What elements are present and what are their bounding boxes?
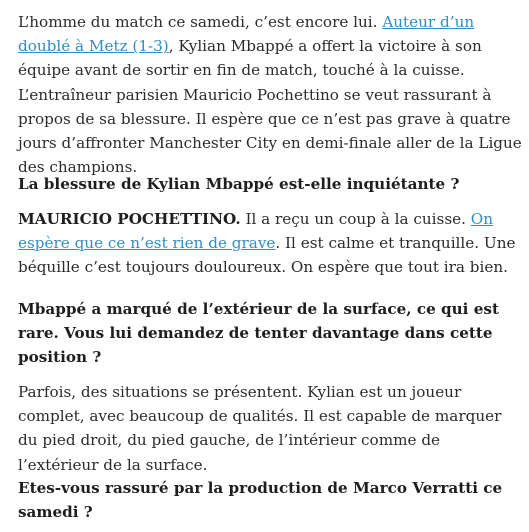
injury-news-link[interactable]: On espère que ce n’est rien de grave — [18, 210, 493, 253]
answer-paragraph-goal: Parfois, des situations se présentent. Kylian est un joueur complet, avec beaucoup de qualités. Il est capable de marquer du pied droit, du pied gauche, de l’intérieur comme de l’extérieur de la surface. — [18, 383, 502, 474]
intro-paragraph — [18, 10, 522, 179]
answer-text-start: Il a reçu un coup à la cuisse. — [240, 210, 471, 228]
intro-text-start: L’homme du match ce samedi, c’est encore lui. — [18, 13, 383, 31]
match-report-link[interactable]: Auteur d’un doublé à Metz (1-3) — [18, 13, 475, 56]
question-heading-verratti: Etes-vous rassuré par la production de Marco Verratti ce samedi ? — [18, 479, 503, 522]
question-heading-injury: La blessure de Kylian Mbappé est-elle inquiétante ? — [18, 175, 460, 193]
question-heading-goal: Mbappé a marqué de l’extérieur de la surface, ce qui est rare. Vous lui demandez de tenter davantage dans cette position ? — [18, 300, 499, 367]
answer-text-end: . Il est calme et tranquille. Une béquille c’est toujours douloureux. On espère que tout ira bien. — [18, 234, 516, 277]
intro-text-end: , Kylian Mbappé a offert la victoire à son équipe avant de sortir en fin de match, touché à la cuisse. L’entraîneur parisien Mauricio Pochettino se veut rassurant à propos de sa blessure. Il espère que ce n’est pas grave à quatre jours d’affronter Manchester City en demi-finale aller de la Ligue des champions. — [18, 37, 522, 177]
speaker-name: MAURICIO POCHETTINO. — [18, 210, 241, 228]
answer-paragraph-injury — [18, 207, 522, 280]
